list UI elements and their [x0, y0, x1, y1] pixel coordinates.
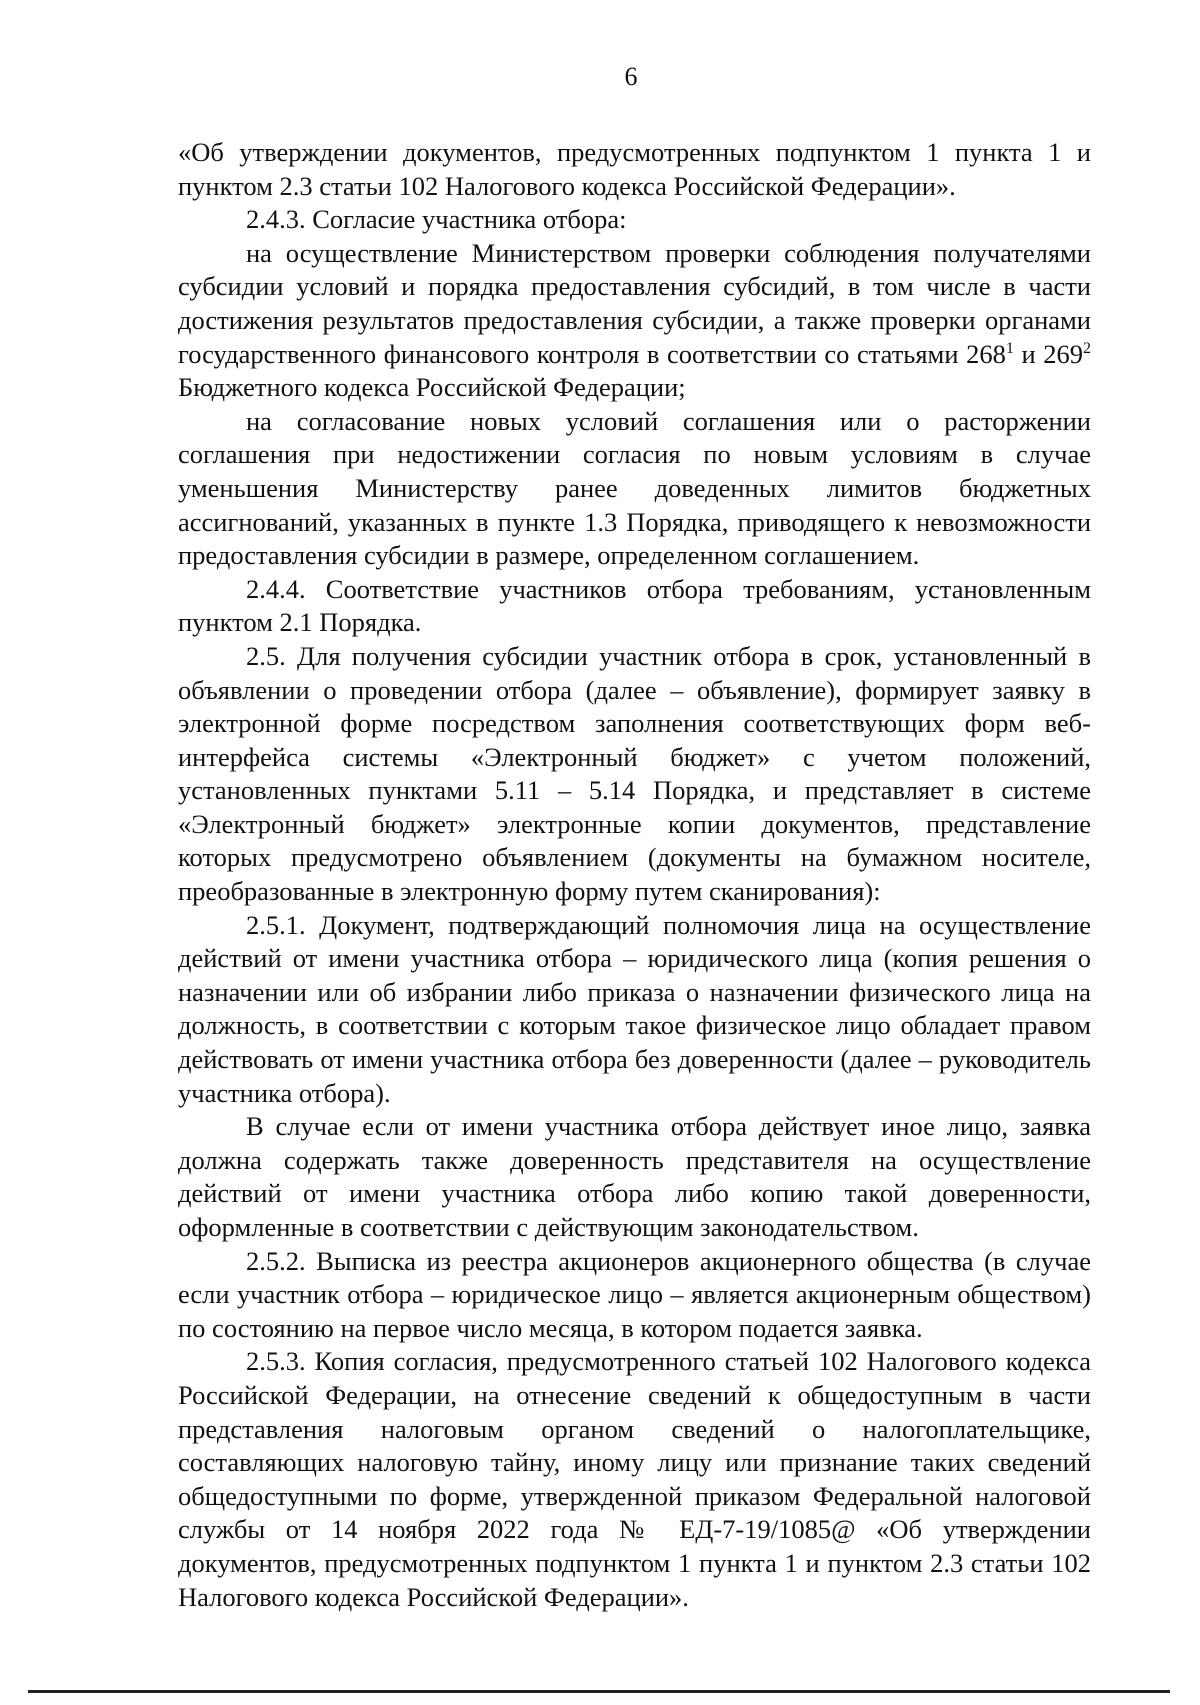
paragraph-consent-verification: [178, 237, 1091, 405]
paragraph-representative: В случае если от имени участника отбора действует иное лицо, заявка должна содержать также доверенность представителя на осуществление действий от имени участника отбора либо копию такой доверенности, оформленные в соответствии с действующим законодательством.: [178, 1111, 1091, 1242]
paragraph-consent-verification-mid: и 269: [1013, 338, 1083, 369]
document-body: [178, 136, 1091, 1614]
paragraph-2-4-4: 2.4.4. Соответствие участников отбора требованиям, установленным пунктом 2.1 Порядка.: [178, 573, 1091, 638]
paragraph-continuation: «Об утверждении документов, предусмотренных подпунктом 1 пункта 1 и пунктом 2.3 статьи 102 Налогового кодекса Российской Федерации».: [178, 137, 1091, 201]
paragraph-2-5-1: 2.5.1. Документ, подтверждающий полномочия лица на осуществление действий от имени участника отбора – юридического лица (копия решения о назначении или об избрании либо приказа о назначении физического лица на должность, в соответствии с которым такое физическое лицо обладает правом действовать от имени участника отбора без доверенности (далее – руководитель участника отбора).: [178, 909, 1091, 1108]
paragraph-2-4-3: 2.4.3. Согласие участника отбора:: [246, 204, 627, 235]
page-number: 6: [624, 62, 638, 91]
paragraph-2-5: 2.5. Для получения субсидии участник отбора в срок, установленный в объявлении о проведении отбора (далее – объявление), формирует заявку в электронной форме посредством заполнения соответствующих форм веб-интерфейса системы «Электронный бюджет» с учетом положений, установленных пунктами 5.11 – 5.14 Порядка, и представляет в системе «Электронный бюджет» электронные копии документов, представление которых предусмотрено объявлением (документы на бумажном носителе, преобразованные в электронную форму путем сканирования):: [178, 640, 1091, 907]
scan-edge-line: [28, 1690, 1170, 1693]
superscript-1: 1: [1005, 339, 1014, 357]
paragraph-consent-agreement: на согласование новых условий соглашения или о расторжении соглашения при недостижении согласия по новым условиям в случае уменьшения Министерству ранее доведенных лимитов бюджетных ассигнований, указанных в пункте 1.3 Порядка, приводящего к невозможности предоставления субсидии в размере, определенном соглашением.: [178, 405, 1091, 571]
paragraph-consent-verification-end: Бюджетного кодекса Российской Федерации;: [178, 372, 686, 403]
paragraph-2-5-3: 2.5.3. Копия согласия, предусмотренного статьей 102 Налогового кодекса Российской Федерации, на отнесение сведений к общедоступным в части представления налоговым органом сведений о налогоплательщике, составляющих налоговую тайну, иному лицу или признание таких сведений общедоступными по форме, утвержденной приказом Федеральной налоговой службы от 14 ноября 2022 года № ЕД-7-19/1085@ «Об утверждении документов, предусмотренных подпунктом 1 пункта 1 и пунктом 2.3 статьи 102 Налогового кодекса Российской Федерации».: [178, 1346, 1091, 1612]
paragraph-consent-verification-text: на осуществление Министерством проверки соблюдения получателями субсидии условий и порядка предоставления субсидий, в том числе в части достижения результатов предоставления субсидии, а также проверки органами государственного финансового контроля в соответствии со статьями 268: [178, 237, 1091, 369]
paragraph-2-5-2: 2.5.2. Выписка из реестра акционеров акционерного общества (в случае если участник отбора – юридическое лицо – является акционерным обществом) по состоянию на первое число месяца, в котором подается заявка.: [178, 1245, 1091, 1343]
superscript-2: 2: [1083, 339, 1091, 357]
